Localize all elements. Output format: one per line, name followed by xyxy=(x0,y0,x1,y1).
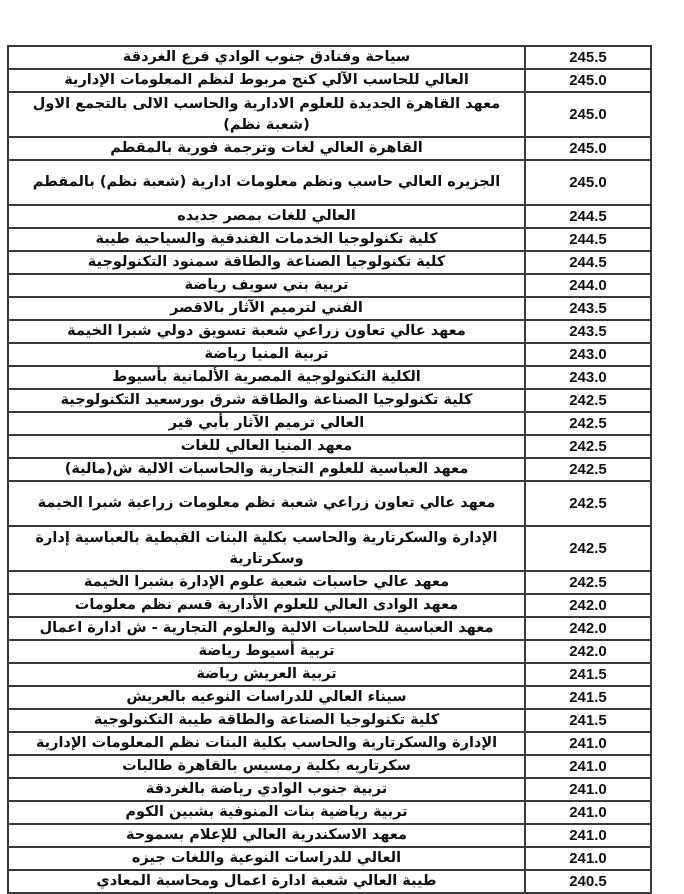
min-score: 242.0 xyxy=(525,640,651,663)
institute-name: الكلية التكنولوجية المصرية الألمانية بأسيوط xyxy=(8,366,525,389)
table-row xyxy=(8,274,651,297)
min-score: 241.5 xyxy=(525,663,651,686)
table-row xyxy=(8,137,651,160)
institute-name: كلية تكنولوجيا الصناعة والطاقة سمنود التكنولوجية xyxy=(8,251,525,274)
institute-name: تربية العريش رياضة xyxy=(8,663,525,686)
table-row xyxy=(8,389,651,412)
min-score: 241.0 xyxy=(525,778,651,801)
institute-name: معهد عالي تعاون زراعي شعبة تسويق دولي شبرا الخيمة xyxy=(8,320,525,343)
institute-name: معهد العباسية للحاسبات الالية والعلوم التجارية - ش ادارة اعمال xyxy=(8,617,525,640)
min-score: 242.5 xyxy=(525,389,651,412)
table-row xyxy=(8,228,651,251)
table-row xyxy=(8,594,651,617)
table-row xyxy=(8,412,651,435)
institute-name: العالي للدراسات النوعية واللغات جيزه xyxy=(8,847,525,870)
institute-name: معهد العباسية للعلوم التجارية والحاسبات الالية ش(مالية) xyxy=(8,458,525,481)
min-score: 244.5 xyxy=(525,205,651,228)
min-score: 243.0 xyxy=(525,366,651,389)
institute-name: تربية بني سويف رياضة xyxy=(8,274,525,297)
table-row xyxy=(8,343,651,366)
institute-name: كلية تكنولوجيا الخدمات الفندقية والسياحية طيبة xyxy=(8,228,525,251)
table-row xyxy=(8,481,651,526)
table-row xyxy=(8,824,651,847)
min-score: 242.5 xyxy=(525,435,651,458)
min-score: 240.5 xyxy=(525,870,651,893)
table-row xyxy=(8,251,651,274)
min-score: 244.0 xyxy=(525,274,651,297)
min-score: 241.5 xyxy=(525,686,651,709)
min-score: 242.5 xyxy=(525,412,651,435)
institute-name: معهد عالي تعاون زراعي شعبة نظم معلومات زراعية شبرا الخيمة xyxy=(8,481,525,526)
table-row xyxy=(8,297,651,320)
min-score: 243.5 xyxy=(525,320,651,343)
table-row xyxy=(8,435,651,458)
min-score: 242.5 xyxy=(525,571,651,594)
table-row xyxy=(8,160,651,205)
table-row xyxy=(8,801,651,824)
institute-name: تربية جنوب الوادي رياضة بالغردقة xyxy=(8,778,525,801)
institute-name: الإدارة والسكرتارية والحاسب بكلية البنات القبطية بالعباسية إدارة وسكرتارية xyxy=(8,526,525,571)
table-row xyxy=(8,526,651,571)
table-row xyxy=(8,640,651,663)
min-score: 245.5 xyxy=(525,46,651,69)
min-score: 242.0 xyxy=(525,594,651,617)
table-row xyxy=(8,847,651,870)
table-row xyxy=(8,205,651,228)
institute-name: معهد القاهرة الجديدة للعلوم الادارية والحاسب الالى بالتجمع الاول (شعبة نظم) xyxy=(8,92,525,137)
min-score: 242.5 xyxy=(525,481,651,526)
table-row xyxy=(8,571,651,594)
min-score: 245.0 xyxy=(525,69,651,92)
min-score: 242.5 xyxy=(525,458,651,481)
min-score: 241.0 xyxy=(525,847,651,870)
min-score: 245.0 xyxy=(525,92,651,137)
table-row xyxy=(8,663,651,686)
institute-name: معهد الوادى العالي للعلوم الأدارية قسم نظم معلومات xyxy=(8,594,525,617)
institute-name: القاهرة العالي لغات وترجمة فورية بالمقطم xyxy=(8,137,525,160)
min-score: 241.5 xyxy=(525,709,651,732)
table-row xyxy=(8,870,651,893)
min-score: 244.5 xyxy=(525,228,651,251)
min-score: 241.0 xyxy=(525,755,651,778)
institute-name: الجزيره العالي حاسب ونظم معلومات ادارية (شعبة نظم) بالمقطم xyxy=(8,160,525,205)
institute-name: تربية رياضية بنات المنوفية بشبين الكوم xyxy=(8,801,525,824)
institute-name: معهد الاسكندرية العالي للإعلام بسموحة xyxy=(8,824,525,847)
table-row xyxy=(8,92,651,137)
min-score: 243.5 xyxy=(525,297,651,320)
institute-name: سياحة وفنادق جنوب الوادي فرع الغردقة xyxy=(8,46,525,69)
scores-table xyxy=(7,45,652,894)
institute-name: معهد عالي حاسبات شعبة علوم الإدارة بشبرا الخيمة xyxy=(8,571,525,594)
table-row xyxy=(8,617,651,640)
institute-name: العالي ترميم الآثار بأبي قير xyxy=(8,412,525,435)
min-score: 245.0 xyxy=(525,160,651,205)
institute-name: الفني لترميم الآثار بالاقصر xyxy=(8,297,525,320)
table-row xyxy=(8,755,651,778)
min-score: 243.0 xyxy=(525,343,651,366)
table-row xyxy=(8,732,651,755)
min-score: 241.0 xyxy=(525,801,651,824)
min-score: 242.0 xyxy=(525,617,651,640)
institute-name: تربية أسيوط رياضة xyxy=(8,640,525,663)
table-row xyxy=(8,709,651,732)
institute-name: معهد المنيا العالي للغات xyxy=(8,435,525,458)
table-row xyxy=(8,686,651,709)
institute-name: سيناء العالي للدراسات النوعيه بالعريش xyxy=(8,686,525,709)
table-row xyxy=(8,778,651,801)
min-score: 241.0 xyxy=(525,732,651,755)
institute-name: كلية تكنولوجيا الصناعة والطاقة شرق بورسعيد التكنولوجية xyxy=(8,389,525,412)
table-row xyxy=(8,320,651,343)
institute-name: طيبة العالي شعبة ادارة اعمال ومحاسبة المعادي xyxy=(8,870,525,893)
min-score: 242.5 xyxy=(525,526,651,571)
min-score: 245.0 xyxy=(525,137,651,160)
table-row xyxy=(8,69,651,92)
institute-name: كلية تكنولوجيا الصناعة والطاقة طيبة التكنولوجية xyxy=(8,709,525,732)
table-row xyxy=(8,46,651,69)
min-score: 244.5 xyxy=(525,251,651,274)
institute-name: العالي للغات بمصر جديده xyxy=(8,205,525,228)
institute-name: سكرتاريه بكلية رمسيس بالقاهرة طالبات xyxy=(8,755,525,778)
institute-name: العالي للحاسب الآلي كنج مربوط لنظم المعلومات الإدارية xyxy=(8,69,525,92)
institute-name: الإدارة والسكرتارية والحاسب بكلية البنات نظم المعلومات الإدارية xyxy=(8,732,525,755)
institute-name: تربية المنيا رياضة xyxy=(8,343,525,366)
table-row xyxy=(8,366,651,389)
table-row xyxy=(8,458,651,481)
min-score: 241.0 xyxy=(525,824,651,847)
